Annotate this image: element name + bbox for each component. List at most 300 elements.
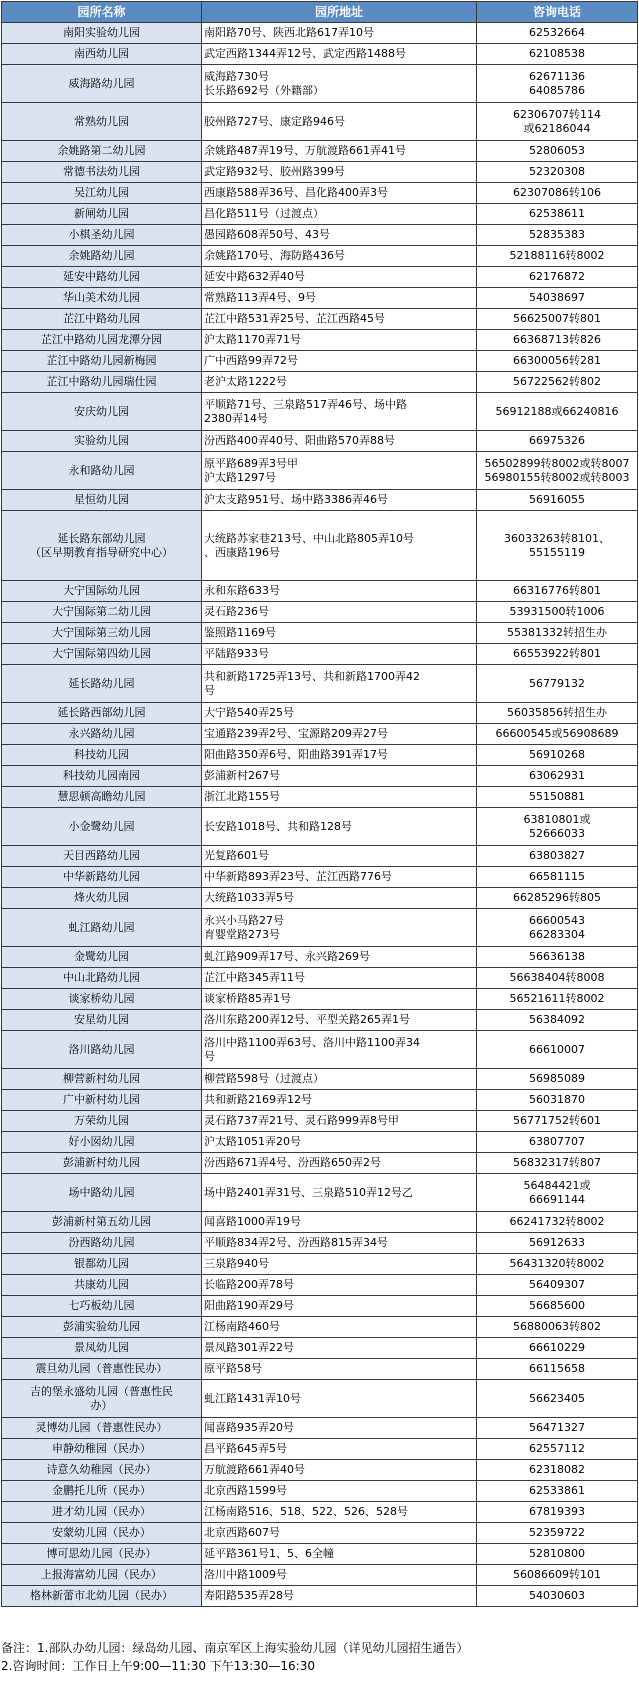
phone-line: 66610007: [529, 1042, 585, 1056]
kindergarten-name-cell: [2, 846, 202, 867]
table-row: [2, 44, 638, 65]
address-cell: [202, 330, 477, 351]
name-line: 余姚路幼儿园: [68, 249, 135, 262]
name-line: 芷江中路幼儿园瑞仕园: [46, 375, 157, 388]
phone-cell: [477, 1233, 638, 1254]
kindergarten-name-cell: [2, 204, 202, 225]
address-line: 灵石路236号: [204, 605, 269, 618]
address-line: 场中路2401弄31号、三泉路510弄12号乙: [204, 1185, 413, 1199]
table-row: [2, 1132, 638, 1153]
name-line: 中山北路幼儿园: [63, 971, 140, 984]
name-line: 震旦幼儿园（普惠性民办）: [35, 1362, 168, 1375]
header-address: 园所地址: [202, 2, 477, 23]
address-line: 万航渡路661弄40号: [204, 1463, 305, 1476]
phone-line: 52188116转8002: [509, 249, 605, 262]
name-line: 办）: [90, 1398, 113, 1412]
kindergarten-name-cell: [2, 103, 202, 141]
address-cell: [202, 225, 477, 246]
table-row: [2, 288, 638, 309]
phone-cell: [477, 225, 638, 246]
table-row: [2, 1111, 638, 1132]
address-line: 延平路361号1、5、6全幢: [204, 1547, 334, 1560]
table-row: [2, 888, 638, 909]
phone-cell: [477, 909, 638, 947]
phone-line: 56912188或66240816: [495, 404, 619, 418]
kindergarten-name-cell: [2, 330, 202, 351]
address-cell: [202, 1090, 477, 1111]
name-line: 七巧板幼儿园: [68, 1299, 135, 1312]
address-line: 江杨南路460号: [204, 1320, 280, 1333]
phone-cell: [477, 330, 638, 351]
phone-line: 56623405: [529, 1391, 585, 1405]
phone-cell: [477, 65, 638, 103]
note-line: 2.咨询时间：工作日上午9:00—11:30 下午13:30—16:30: [1, 1659, 315, 1673]
phone-line: 55155119: [529, 545, 585, 559]
phone-cell: [477, 162, 638, 183]
name-line: 申静幼稚园（民办）: [52, 1442, 151, 1455]
kindergarten-table: [1, 1, 638, 1607]
phone-cell: [477, 888, 638, 909]
phone-line: 56484421或: [523, 1178, 591, 1192]
address-line: 愚园路608弄50号、43号: [204, 228, 330, 241]
address-line: 老沪太路1222号: [204, 375, 287, 388]
name-line: 小棋圣幼儿园: [68, 228, 135, 241]
phone-cell: [477, 372, 638, 393]
name-line: 彭浦新村第五幼儿园: [52, 1215, 151, 1228]
address-line: 长乐路692号（外籍部）: [204, 83, 324, 97]
address-cell: [202, 724, 477, 745]
name-line: 大宁国际第四幼儿园: [52, 647, 151, 660]
notes: [1, 1639, 637, 1675]
kindergarten-name-cell: [2, 602, 202, 623]
name-line: 虬江路幼儿园: [68, 920, 135, 934]
kindergarten-name-cell: [2, 351, 202, 372]
table-row: [2, 867, 638, 888]
phone-cell: [477, 490, 638, 511]
phone-line: 66316776转801: [513, 584, 601, 597]
kindergarten-name-cell: [2, 1153, 202, 1174]
phone-line: 52806053: [529, 144, 585, 157]
address-cell: [202, 141, 477, 162]
address-line: 大统路1033弄5号: [204, 891, 294, 904]
phone-cell: [477, 968, 638, 989]
phone-cell: [477, 1380, 638, 1418]
phone-line: 56980155转8002或转8003: [484, 470, 630, 484]
address-cell: [202, 246, 477, 267]
phone-line: 56880063转802: [513, 1320, 601, 1333]
kindergarten-name-cell: [2, 703, 202, 724]
phone-line: 62557112: [529, 1442, 585, 1455]
phone-cell: [477, 1439, 638, 1460]
phone-line: 56916055: [529, 493, 585, 506]
header-name: 园所名称: [2, 2, 202, 23]
address-cell: [202, 1212, 477, 1233]
address-cell: [202, 452, 477, 490]
phone-cell: [477, 351, 638, 372]
name-line: 延长路东部幼儿园: [57, 531, 146, 545]
phone-cell: [477, 267, 638, 288]
phone-cell: [477, 989, 638, 1010]
kindergarten-name-cell: [2, 1317, 202, 1338]
table-row: [2, 309, 638, 330]
phone-cell: [477, 1275, 638, 1296]
kindergarten-name-cell: [2, 1565, 202, 1586]
name-line: 汾西路幼儿园: [68, 1236, 135, 1249]
kindergarten-name-cell: [2, 1090, 202, 1111]
phone-line: 56779132: [529, 676, 585, 690]
phone-line: 66581115: [529, 870, 585, 883]
name-line: 上报海富幼儿园（民办）: [41, 1568, 162, 1581]
address-line: 柳营路598号（过渡点）: [204, 1072, 324, 1085]
address-line: 阳曲路350弄6号、阳曲路391弄17号: [204, 748, 388, 761]
table-row: [2, 1275, 638, 1296]
table-row: [2, 724, 638, 745]
address-line: 广中西路99弄72号: [204, 354, 298, 367]
kindergarten-name-cell: [2, 1275, 202, 1296]
phone-line: 66115658: [529, 1362, 585, 1375]
table-row: [2, 23, 638, 44]
table-row: [2, 602, 638, 623]
phone-line: 66368713转826: [513, 333, 601, 346]
address-cell: [202, 1031, 477, 1069]
table-row: [2, 968, 638, 989]
address-cell: [202, 44, 477, 65]
phone-cell: [477, 1132, 638, 1153]
address-line: 光复路601号: [204, 849, 269, 862]
table-row: [2, 846, 638, 867]
address-cell: [202, 351, 477, 372]
address-cell: [202, 703, 477, 724]
address-cell: [202, 1132, 477, 1153]
address-line: 洛川中路1100弄63号、洛川中路1100弄34: [204, 1035, 420, 1049]
phone-line: 53931500转1006: [509, 605, 605, 618]
kindergarten-name-cell: [2, 372, 202, 393]
phone-line: 66610229: [529, 1341, 585, 1354]
phone-line: 56471327: [529, 1421, 585, 1434]
table-row: [2, 665, 638, 703]
kindergarten-name-cell: [2, 1586, 202, 1607]
address-cell: [202, 309, 477, 330]
table-body: [2, 23, 638, 1607]
address-line: 号: [204, 1049, 215, 1063]
name-line: 余姚路第二幼儿园: [57, 144, 146, 157]
phone-line: 56625007转801: [513, 312, 601, 325]
phone-cell: [477, 867, 638, 888]
table-row: [2, 1317, 638, 1338]
name-line: （区早期教育指导研究中心）: [30, 545, 173, 559]
address-line: 共和新路1725弄13号、共和新路1700弄42: [204, 669, 420, 683]
name-line: 吉的堡永盛幼儿园（普惠性民: [30, 1384, 173, 1398]
table-row: [2, 1212, 638, 1233]
name-line: 烽火幼儿园: [74, 891, 129, 904]
name-line: 华山美术幼儿园: [63, 291, 140, 304]
table-row: [2, 103, 638, 141]
name-line: 永兴路幼儿园: [68, 727, 135, 740]
phone-line: 62538611: [529, 207, 585, 220]
address-cell: [202, 1544, 477, 1565]
name-line: 芷江中路幼儿园: [63, 312, 140, 325]
phone-line: 56638404转8008: [509, 971, 605, 984]
address-cell: [202, 1439, 477, 1460]
phone-cell: [477, 1544, 638, 1565]
table-row: [2, 1254, 638, 1275]
address-line: 余姚路170号、海防路436号: [204, 249, 345, 262]
kindergarten-name-cell: [2, 1460, 202, 1481]
table-row: [2, 1439, 638, 1460]
address-line: 大宁路540弄25号: [204, 706, 294, 719]
phone-line: 56086609转101: [513, 1568, 601, 1581]
kindergarten-name-cell: [2, 183, 202, 204]
kindergarten-name-cell: [2, 808, 202, 846]
name-line: 威海路幼儿园: [68, 76, 135, 90]
kindergarten-name-cell: [2, 1380, 202, 1418]
kindergarten-name-cell: [2, 989, 202, 1010]
phone-cell: [477, 724, 638, 745]
address-line: 武定西路1344弄12号、武定西路1488号: [204, 47, 406, 60]
address-line: 育婴堂路273号: [204, 927, 280, 941]
name-line: 科技幼儿园南园: [63, 769, 140, 782]
kindergarten-name-cell: [2, 393, 202, 431]
address-line: 中华新路893弄23号、芷江西路776号: [204, 870, 392, 883]
name-line: 共康幼儿园: [74, 1278, 129, 1291]
address-line: 永兴小马路27号: [204, 913, 284, 927]
phone-line: 56771752转601: [513, 1114, 601, 1127]
table-row: [2, 989, 638, 1010]
table-row: [2, 644, 638, 665]
table-row: [2, 204, 638, 225]
address-line: 北京西路607号: [204, 1526, 280, 1539]
phone-line: 63062931: [529, 769, 585, 782]
table-row: [2, 581, 638, 602]
table-row: [2, 1565, 638, 1586]
kindergarten-name-cell: [2, 511, 202, 581]
note-line: 备注：1.部队办幼儿园：绿岛幼儿园、南京军区上海实验幼儿园（详见幼儿园招生通告）: [1, 1641, 469, 1655]
name-line: 彭浦新村幼儿园: [63, 1156, 140, 1169]
address-cell: [202, 1296, 477, 1317]
table-row: [2, 1338, 638, 1359]
phone-line: 56502899转8002或转8007: [484, 456, 630, 470]
name-line: 延长路幼儿园: [68, 676, 135, 690]
phone-cell: [477, 246, 638, 267]
address-cell: [202, 1418, 477, 1439]
name-line: 常熟幼儿园: [74, 114, 129, 128]
phone-line: 66691144: [529, 1192, 585, 1206]
kindergarten-name-cell: [2, 1254, 202, 1275]
phone-cell: [477, 1338, 638, 1359]
kindergarten-name-cell: [2, 246, 202, 267]
phone-cell: [477, 183, 638, 204]
table-row: [2, 1359, 638, 1380]
address-line: 长临路200弄78号: [204, 1278, 294, 1291]
address-line: 永和东路633号: [204, 584, 280, 597]
name-line: 柳营新村幼儿园: [63, 1072, 140, 1085]
address-cell: [202, 431, 477, 452]
address-line: 闻喜路935弄20号: [204, 1421, 294, 1434]
phone-line: 62671136: [529, 69, 585, 83]
name-line: 星恒幼儿园: [74, 493, 129, 506]
phone-cell: [477, 644, 638, 665]
name-line: 天目西路幼儿园: [63, 849, 140, 862]
name-line: 谈家桥幼儿园: [68, 992, 135, 1005]
address-cell: [202, 103, 477, 141]
table-row: [2, 351, 638, 372]
address-cell: [202, 1153, 477, 1174]
phone-cell: [477, 703, 638, 724]
address-cell: [202, 602, 477, 623]
table-row: [2, 909, 638, 947]
address-line: 威海路730号: [204, 69, 269, 83]
kindergarten-name-cell: [2, 1359, 202, 1380]
phone-cell: [477, 393, 638, 431]
kindergarten-name-cell: [2, 724, 202, 745]
phone-line: 62176872: [529, 270, 585, 283]
address-cell: [202, 267, 477, 288]
address-line: 西康路588弄36号、昌化路400弄3号: [204, 186, 388, 199]
address-line: 鉴照路1169号: [204, 626, 276, 639]
name-line: 南西幼儿园: [74, 47, 129, 60]
kindergarten-name-cell: [2, 141, 202, 162]
address-line: 长安路1018号、共和路128号: [204, 819, 352, 833]
name-line: 广中新村幼儿园: [63, 1093, 140, 1106]
kindergarten-name-cell: [2, 644, 202, 665]
address-line: 沪太路1170弄71号: [204, 333, 301, 346]
phone-line: 66975326: [529, 434, 585, 447]
table-row: [2, 1502, 638, 1523]
address-cell: [202, 393, 477, 431]
address-cell: [202, 1338, 477, 1359]
phone-line: 63803827: [529, 849, 585, 862]
address-line: 谈家桥路85弄1号: [204, 992, 291, 1005]
kindergarten-name-cell: [2, 1544, 202, 1565]
kindergarten-name-cell: [2, 1481, 202, 1502]
phone-cell: [477, 103, 638, 141]
table-row: [2, 623, 638, 644]
table-row: [2, 65, 638, 103]
kindergarten-name-cell: [2, 225, 202, 246]
phone-cell: [477, 766, 638, 787]
phone-cell: [477, 23, 638, 44]
kindergarten-name-cell: [2, 888, 202, 909]
name-line: 格林新蕾市北幼儿园（民办）: [30, 1589, 173, 1602]
kindergarten-name-cell: [2, 490, 202, 511]
address-line: 常熟路113弄4号、9号: [204, 291, 316, 304]
address-cell: [202, 766, 477, 787]
phone-line: 52666033: [529, 826, 585, 840]
kindergarten-name-cell: [2, 968, 202, 989]
address-cell: [202, 288, 477, 309]
address-cell: [202, 65, 477, 103]
table-row: [2, 452, 638, 490]
table-row: [2, 745, 638, 766]
phone-cell: [477, 1565, 638, 1586]
phone-cell: [477, 1153, 638, 1174]
phone-line: 54038697: [529, 291, 585, 304]
address-cell: [202, 490, 477, 511]
kindergarten-name-cell: [2, 65, 202, 103]
name-line: 金鹏托儿所（民办）: [52, 1484, 151, 1497]
address-line: 原平路58号: [204, 1362, 262, 1375]
address-cell: [202, 989, 477, 1010]
phone-cell: [477, 511, 638, 581]
table-row: [2, 808, 638, 846]
phone-line: 62532664: [529, 26, 585, 39]
kindergarten-name-cell: [2, 909, 202, 947]
name-line: 常德书法幼儿园: [63, 165, 140, 178]
table-row: [2, 1174, 638, 1212]
name-line: 洛川路幼儿园: [68, 1042, 135, 1056]
phone-cell: [477, 431, 638, 452]
address-line: 彭浦新村267号: [204, 769, 280, 782]
table-row: [2, 1233, 638, 1254]
address-line: 大统路苏家巷213号、中山北路805弄10号: [204, 531, 414, 545]
address-line: 南阳路70号、陕西北路617弄10号: [204, 26, 374, 39]
address-cell: [202, 644, 477, 665]
kindergarten-name-cell: [2, 1523, 202, 1544]
phone-line: 56035856转招生办: [507, 706, 607, 719]
phone-cell: [477, 204, 638, 225]
phone-line: 52320308: [529, 165, 585, 178]
address-cell: [202, 1502, 477, 1523]
address-cell: [202, 1359, 477, 1380]
address-cell: [202, 846, 477, 867]
table-row: [2, 1090, 638, 1111]
kindergarten-name-cell: [2, 665, 202, 703]
address-cell: [202, 1233, 477, 1254]
kindergarten-name-cell: [2, 309, 202, 330]
kindergarten-name-cell: [2, 1212, 202, 1233]
address-line: 2380弄14号: [204, 411, 268, 425]
kindergarten-name-cell: [2, 1233, 202, 1254]
address-line: 北京西路1599号: [204, 1484, 287, 1497]
phone-line: 52835383: [529, 228, 585, 241]
phone-line: 66300056转281: [513, 354, 601, 367]
kindergarten-name-cell: [2, 431, 202, 452]
phone-line: 56912633: [529, 1236, 585, 1249]
phone-line: 62108538: [529, 47, 585, 60]
name-line: 实验幼儿园: [74, 434, 129, 447]
table-row: [2, 787, 638, 808]
phone-line: 66241732转8002: [509, 1215, 605, 1228]
kindergarten-name-cell: [2, 267, 202, 288]
phone-cell: [477, 623, 638, 644]
address-line: 江杨南路516、518、522、526、528号: [204, 1505, 408, 1518]
phone-line: 66600543: [529, 913, 585, 927]
phone-line: 52359722: [529, 1526, 585, 1539]
address-cell: [202, 1254, 477, 1275]
phone-line: 63807707: [529, 1135, 585, 1148]
name-line: 彭浦实验幼儿园: [63, 1320, 140, 1333]
phone-cell: [477, 1069, 638, 1090]
name-line: 芷江中路幼儿园新梅园: [46, 354, 157, 367]
header-phone: 咨询电话: [477, 2, 638, 23]
phone-line: 56431320转8002: [509, 1257, 605, 1270]
name-line: 中华新路幼儿园: [63, 870, 140, 883]
table-row: [2, 511, 638, 581]
kindergarten-name-cell: [2, 288, 202, 309]
name-line: 金鹭幼儿园: [74, 950, 129, 963]
phone-cell: [477, 1111, 638, 1132]
phone-cell: [477, 1317, 638, 1338]
address-line: 虬江路909弄17号、永兴路269号: [204, 950, 370, 963]
address-cell: [202, 665, 477, 703]
name-line: 安庆幼儿园: [74, 404, 129, 418]
phone-cell: [477, 602, 638, 623]
address-cell: [202, 1317, 477, 1338]
phone-line: 或6218604​4: [523, 121, 591, 135]
name-line: 银都幼儿园: [74, 1257, 129, 1270]
name-line: 灵博幼儿园（普惠性民办）: [35, 1421, 168, 1434]
name-line: 科技幼儿园: [74, 748, 129, 761]
